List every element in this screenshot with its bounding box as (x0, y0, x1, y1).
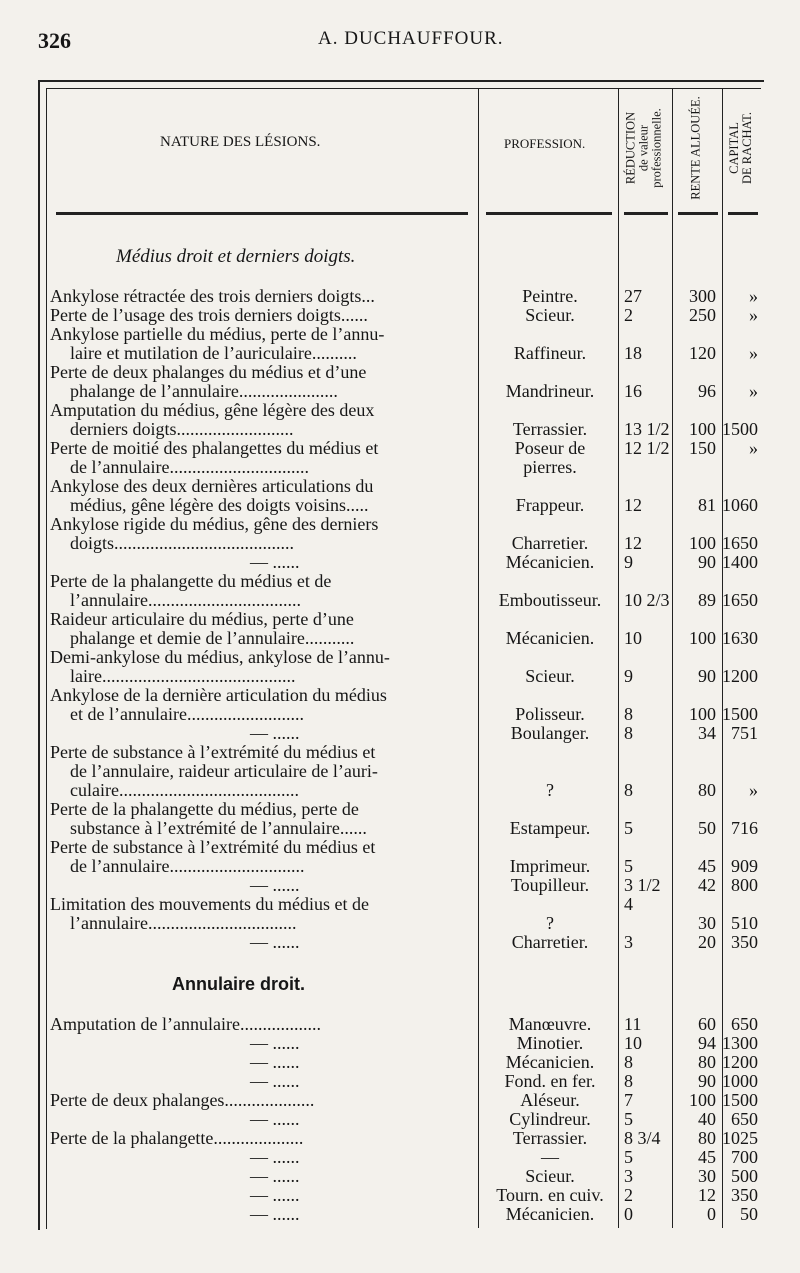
cell-capital: 350 (731, 1185, 758, 1205)
cell-lines: Ankylose partielle du médius, perte de l’annu- (50, 324, 385, 344)
header-rule (56, 212, 468, 215)
cell-profession: Estampeur. (509, 818, 591, 838)
cell-lines: Ankylose des deux dernières articulations du (50, 476, 374, 496)
cell-rente: 100 (689, 533, 716, 553)
cell-lines: l’annulaire................................. (70, 913, 297, 933)
column-header-profession: PROFESSION. (504, 136, 586, 151)
cell-reduction: 11 (624, 1014, 642, 1034)
cell-rente: 150 (689, 438, 716, 458)
cell-rente: 250 (689, 305, 716, 325)
cell-rente: 81 (698, 495, 716, 515)
cell-lines: Ankylose rétractée des trois derniers doigts... (50, 286, 375, 306)
cell-rente: 100 (689, 704, 716, 724)
cell-capital: 751 (731, 723, 758, 743)
cell-capital: 1650 (722, 590, 758, 610)
cell-lines: l’annulaire.................................. (70, 590, 301, 610)
column-header-rente: RENTE ALLOUÉE. (688, 96, 703, 200)
cell-lines: Perte de la phalangette.................... (50, 1128, 304, 1148)
cell-rente: 12 (698, 1185, 716, 1205)
cell-profession: ? (546, 913, 554, 933)
cell-reduction: 2 (624, 305, 633, 325)
cell-lines: — ...... (250, 723, 300, 743)
cell-capital: 1000 (722, 1071, 758, 1091)
cell-capital: 1300 (722, 1033, 758, 1053)
cell-reduction: 3 (624, 1166, 633, 1186)
reduction-header-line: de valeur (636, 124, 651, 172)
cell-reduction: 3 (624, 932, 633, 952)
cell-profession: ? (546, 780, 554, 800)
cell-lines: Perte de la phalangette du médius et de (50, 571, 332, 591)
cell-rente: 94 (698, 1033, 716, 1053)
header-rule (678, 212, 718, 215)
cell-lines: — ...... (250, 1033, 300, 1053)
cell-reduction: 2 (624, 1185, 633, 1205)
running-header-author: A. DUCHAUFFOUR. (318, 28, 504, 49)
cell-lines: — ...... (250, 875, 300, 895)
cell-profession: Minotier. (516, 1033, 584, 1053)
cell-lines: — ...... (250, 1109, 300, 1129)
cell-reduction: 18 (624, 343, 642, 363)
cell-lines: — ...... (250, 1166, 300, 1186)
cell-reduction: 8 (624, 1071, 633, 1091)
cell-rente: 30 (698, 913, 716, 933)
cell-rente: 89 (698, 590, 716, 610)
cell-reduction: 8 (624, 780, 633, 800)
cell-lines: Perte de deux phalanges du médius et d’une (50, 362, 367, 382)
cell-rente: 34 (698, 723, 716, 743)
cell-profession: Raffineur. (513, 343, 587, 363)
cell-rente: 96 (698, 381, 716, 401)
cell-profession: Mandrineur. (505, 381, 595, 401)
cell-lines: — ...... (250, 1204, 300, 1224)
cell-rente: 42 (698, 875, 716, 895)
cell-profession: Cylindreur. (509, 1109, 591, 1129)
cell-profession: — (541, 1147, 559, 1167)
header-rule (486, 212, 612, 215)
cell-lines: Limitation des mouvements du médius et de (50, 894, 369, 914)
capital-header-line: DE RACHAT. (740, 112, 754, 184)
cell-lines: laire........................................... (70, 666, 296, 686)
cell-rente: 80 (698, 1128, 716, 1148)
cell-rente: 300 (689, 286, 716, 306)
cell-capital: » (749, 780, 758, 800)
cell-rente: 80 (698, 780, 716, 800)
cell-profession: Tourn. en cuiv. (496, 1185, 604, 1205)
cell-capital: 1500 (722, 1090, 758, 1110)
cell-reduction: 8 (624, 1052, 633, 1072)
column-header-nature: NATURE DES LÉSIONS. (160, 134, 321, 150)
cell-reduction: 13 1/2 (624, 419, 670, 439)
cell-rente: 90 (698, 666, 716, 686)
cell-reduction: 27 (624, 286, 642, 306)
header-rule (624, 212, 668, 215)
cell-profession: Terrassier. (512, 1128, 588, 1148)
cell-reduction: 10 (624, 628, 642, 648)
cell-lines: Demi-ankylose du médius, ankylose de l’annu- (50, 647, 390, 667)
cell-lines: de l’annulaire............................... (70, 457, 309, 477)
cell-reduction: 9 (624, 552, 633, 572)
header-rule (728, 212, 758, 215)
cell-rente: 45 (698, 856, 716, 876)
cell-reduction: 12 1/2 (624, 438, 670, 458)
cell-lines: doigts........................................ (70, 533, 295, 553)
cell-profession: Imprimeur. (509, 856, 591, 876)
cell-profession: Mécanicien. (505, 552, 595, 572)
cell-profession: Fond. en fer. (504, 1071, 596, 1091)
cell-capital: 1200 (722, 1052, 758, 1072)
cell-capital: 1025 (722, 1128, 758, 1148)
cell-profession: Frappeur. (515, 495, 585, 515)
cell-lines: de l’annulaire, raideur articulaire de l’auri- (70, 761, 378, 781)
cell-profession: Poseur de (514, 438, 586, 458)
cell-profession: Mécanicien. (505, 628, 595, 648)
cell-rente: 90 (698, 552, 716, 572)
cell-lines: Perte de l’usage des trois derniers doigts...... (50, 305, 368, 325)
cell-capital: 1500 (722, 419, 758, 439)
reduction-header-line: professionnelle. (649, 108, 664, 188)
cell-rente: 90 (698, 1071, 716, 1091)
cell-capital: 50 (740, 1204, 758, 1224)
cell-profession: Mécanicien. (505, 1052, 595, 1072)
cell-rente: 45 (698, 1147, 716, 1167)
cell-capital: 350 (731, 932, 758, 952)
cell-lines: substance à l’extrémité de l’annulaire...... (70, 818, 367, 838)
cell-profession: Toupilleur. (510, 875, 590, 895)
cell-profession: Charretier. (511, 533, 589, 553)
cell-profession: Charretier. (511, 932, 589, 952)
cell-reduction: 3 1/2 (624, 875, 661, 895)
cell-reduction: 5 (624, 818, 633, 838)
cell-profession: Manœuvre. (508, 1014, 592, 1034)
cell-lines: et de l’annulaire.......................... (70, 704, 304, 724)
cell-rente: 120 (689, 343, 716, 363)
cell-capital: 1200 (722, 666, 758, 686)
cell-rente: 20 (698, 932, 716, 952)
cell-lines: Ankylose rigide du médius, gêne des derniers (50, 514, 379, 534)
cell-lines: Perte de substance à l’extrémité du médius et (50, 837, 376, 857)
cell-capital: 500 (731, 1166, 758, 1186)
cell-capital: 716 (731, 818, 758, 838)
cell-capital: 1400 (722, 552, 758, 572)
cell-lines: phalange et demie de l’annulaire........... (70, 628, 355, 648)
section-title: Annulaire droit. (172, 974, 306, 994)
cell-rente: 30 (698, 1166, 716, 1186)
cell-profession: Mécanicien. (505, 1204, 595, 1224)
cell-lines: — ...... (250, 1185, 300, 1205)
cell-rente: 60 (698, 1014, 716, 1034)
cell-lines: Perte de moitié des phalangettes du médius et (50, 438, 379, 458)
cell-rente: 100 (689, 1090, 716, 1110)
cell-capital: 909 (731, 856, 758, 876)
cell-capital: 650 (731, 1109, 758, 1129)
cell-profession: Terrassier. (512, 419, 588, 439)
cell-reduction: 4 (624, 894, 633, 914)
cell-reduction: 8 (624, 723, 633, 743)
column-header-reduction (625, 108, 664, 188)
cell-profession: Aléseur. (520, 1090, 580, 1110)
cell-rente: 0 (707, 1204, 716, 1224)
cell-profession: Scieur. (525, 1166, 575, 1186)
column-header-capital (728, 112, 754, 184)
cell-lines: Amputation de l’annulaire.................. (50, 1014, 321, 1034)
cell-rente: 50 (698, 818, 716, 838)
cell-lines: Perte de deux phalanges.................... (50, 1090, 315, 1110)
cell-reduction: 12 (624, 533, 642, 553)
cell-profession: Emboutisseur. (498, 590, 602, 610)
cell-profession: Polisseur. (515, 704, 585, 724)
cell-capital: 510 (731, 913, 758, 933)
cell-reduction: 5 (624, 1109, 633, 1129)
cell-lines: Perte de la phalangette du médius, perte de (50, 799, 359, 819)
cell-capital: » (749, 438, 758, 458)
capital-header-line: CAPITAL (727, 122, 741, 174)
cell-reduction: 10 (624, 1033, 642, 1053)
cell-capital: » (749, 343, 758, 363)
cell-reduction: 9 (624, 666, 633, 686)
cell-reduction: 8 (624, 704, 633, 724)
cell-profession: Boulanger. (510, 723, 590, 743)
cell-reduction: 16 (624, 381, 642, 401)
cell-capital: 1630 (722, 628, 758, 648)
cell-reduction: 12 (624, 495, 642, 515)
page-number: 326 (38, 28, 71, 53)
cell-profession: Scieur. (525, 305, 575, 325)
cell-lines: phalange de l’annulaire...................... (70, 381, 338, 401)
cell-lines: Ankylose de la dernière articulation du médius (50, 685, 387, 705)
cell-profession: Peintre. (522, 286, 578, 306)
cell-capital: » (749, 286, 758, 306)
cell-rente: 100 (689, 628, 716, 648)
cell-reduction: 7 (624, 1090, 633, 1110)
cell-lines: derniers doigts.......................... (70, 419, 294, 439)
cell-lines: culaire........................................ (70, 780, 299, 800)
cell-profession: Scieur. (525, 666, 575, 686)
reduction-header-line: RÉDUCTION (623, 111, 638, 185)
cell-reduction: 8 3/4 (624, 1128, 661, 1148)
cell-reduction: 0 (624, 1204, 633, 1224)
cell-rente: 100 (689, 419, 716, 439)
cell-lines: laire et mutilation de l’auriculaire.......... (70, 343, 357, 363)
cell-rente: 40 (698, 1109, 716, 1129)
cell-reduction: 10 2/3 (624, 590, 670, 610)
cell-capital: 800 (731, 875, 758, 895)
cell-reduction: 5 (624, 1147, 633, 1167)
cell-rente: 80 (698, 1052, 716, 1072)
cell-lines: Perte de substance à l’extrémité du médius et (50, 742, 376, 762)
cell-lines: de l’annulaire.............................. (70, 856, 305, 876)
cell-capital: 1060 (722, 495, 758, 515)
cell-lines: — ...... (250, 1147, 300, 1167)
cell-capital: 700 (731, 1147, 758, 1167)
cell-capital: 650 (731, 1014, 758, 1034)
cell-capital: 1650 (722, 533, 758, 553)
section-title: Médius droit et derniers doigts. (116, 246, 356, 267)
cell-reduction: 5 (624, 856, 633, 876)
cell-capital: 1500 (722, 704, 758, 724)
cell-capital: » (749, 381, 758, 401)
cell-profession: pierres. (523, 457, 577, 477)
cell-lines: — ...... (250, 932, 300, 952)
cell-lines: — ...... (250, 552, 300, 572)
cell-lines: Raideur articulaire du médius, perte d’une (50, 609, 354, 629)
cell-capital: » (749, 305, 758, 325)
cell-lines: — ...... (250, 1071, 300, 1091)
cell-lines: médius, gêne légère des doigts voisins..... (70, 495, 369, 515)
cell-lines: — ...... (250, 1052, 300, 1072)
cell-lines: Amputation du médius, gêne légère des deux (50, 400, 375, 420)
